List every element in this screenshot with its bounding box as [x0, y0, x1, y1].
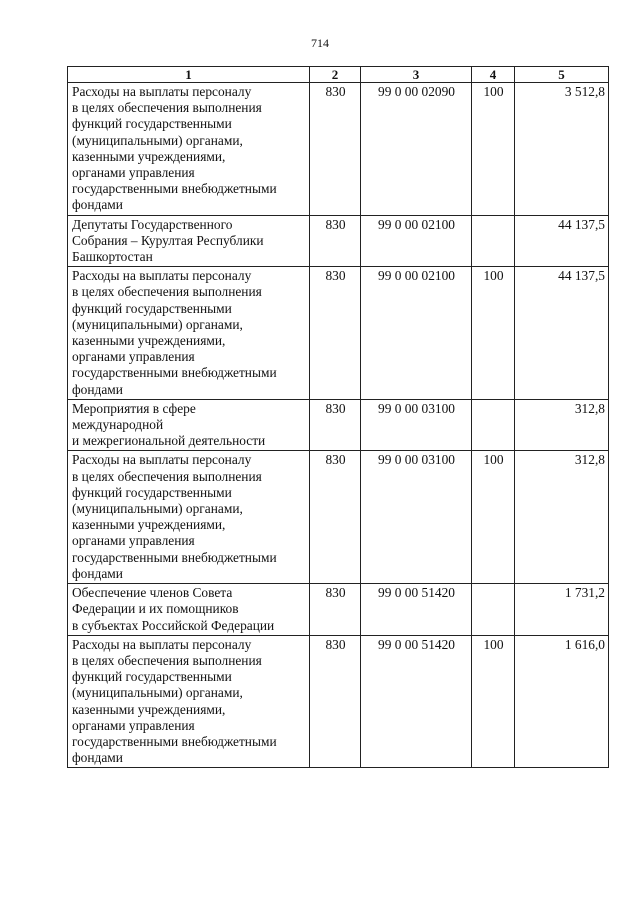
expense-type-cell: 100 — [472, 83, 515, 216]
row-name-line: казенными учреждениями, — [72, 517, 226, 533]
row-name-cell — [68, 399, 310, 451]
row-name-line: органами управления — [72, 165, 195, 181]
row-name-line: фондами — [72, 750, 123, 766]
row-name-line: функций государственными — [72, 484, 232, 500]
ministry-code-cell: 830 — [310, 584, 361, 636]
amount-cell: 44 137,5 — [515, 267, 609, 400]
table-row — [68, 267, 609, 400]
row-name-line: функций государственными — [72, 300, 232, 316]
row-name-line: государственными внебюджетными — [72, 733, 277, 749]
row-name-line: Расходы на выплаты персоналу — [72, 84, 252, 99]
row-name-line: в целях обеспечения выполнения — [72, 468, 262, 484]
page-number: 714 — [311, 36, 329, 50]
row-name-line: органами управления — [72, 533, 195, 549]
ministry-code-cell: 830 — [310, 215, 361, 267]
header-col-1: 1 — [68, 67, 310, 83]
header-col-3: 3 — [361, 67, 472, 83]
row-name-line: Депутаты Государственного — [72, 216, 233, 232]
header-col-4: 4 — [472, 67, 515, 83]
row-name-line: казенными учреждениями, — [72, 701, 226, 717]
row-name-line: и межрегиональной деятельности — [72, 433, 266, 449]
row-name-cell — [68, 215, 310, 267]
table-header-row — [68, 67, 609, 83]
table-row — [68, 451, 609, 584]
target-code-cell: 99 0 00 02100 — [361, 215, 472, 267]
target-code-cell: 99 0 00 03100 — [361, 399, 472, 451]
table-row — [68, 215, 609, 267]
expense-type-cell: 100 — [472, 635, 515, 768]
amount-cell: 44 137,5 — [515, 215, 609, 267]
row-name-cell — [68, 267, 310, 400]
amount-cell: 3 512,8 — [515, 83, 609, 216]
table-row — [68, 399, 609, 451]
row-name-cell — [68, 584, 310, 636]
row-name-line: в целях обеспечения выполнения — [72, 284, 262, 300]
expense-type-cell: 100 — [472, 451, 515, 584]
row-name-line: государственными внебюджетными — [72, 365, 277, 381]
table-body — [68, 83, 609, 768]
row-name-line: органами управления — [72, 349, 195, 365]
table-row — [68, 584, 609, 636]
ministry-code-cell: 830 — [310, 635, 361, 768]
row-name-line: органами управления — [72, 717, 195, 733]
table-row — [68, 83, 609, 216]
row-name-line: казенными учреждениями, — [72, 148, 226, 164]
target-code-cell: 99 0 00 02100 — [361, 267, 472, 400]
row-name-line: Собрания – Курултая Республики — [72, 232, 264, 248]
row-name-line: Расходы на выплаты персоналу — [72, 268, 252, 284]
target-code-cell: 99 0 00 51420 — [361, 635, 472, 768]
target-code-cell: 99 0 00 03100 — [361, 451, 472, 584]
row-name-line: функций государственными — [72, 116, 232, 132]
budget-table — [67, 66, 609, 768]
row-name-line: Расходы на выплаты персоналу — [72, 636, 252, 652]
row-name-line: фондами — [72, 197, 123, 213]
header-col-2: 2 — [310, 67, 361, 83]
row-name-line: фондами — [72, 565, 123, 581]
row-name-line: Федерации и их помощников — [72, 601, 239, 617]
row-name-line: в целях обеспечения выполнения — [72, 652, 262, 668]
row-name-line: функций государственными — [72, 669, 232, 685]
table-row — [68, 635, 609, 768]
row-name-line: Башкортостан — [72, 249, 153, 265]
amount-cell: 1 616,0 — [515, 635, 609, 768]
expense-type-cell — [472, 399, 515, 451]
header-col-5: 5 — [515, 67, 609, 83]
row-name-line: Мероприятия в сфере — [72, 400, 196, 416]
row-name-line: в целях обеспечения выполнения — [72, 100, 262, 116]
row-name-cell — [68, 635, 310, 768]
ministry-code-cell: 830 — [310, 451, 361, 584]
row-name-line: Обеспечение членов Совета — [72, 585, 233, 601]
amount-cell: 312,8 — [515, 399, 609, 451]
expense-type-cell — [472, 215, 515, 267]
ministry-code-cell: 830 — [310, 83, 361, 216]
row-name-line: международной — [72, 417, 164, 433]
amount-cell: 312,8 — [515, 451, 609, 584]
amount-cell: 1 731,2 — [515, 584, 609, 636]
row-name-cell — [68, 451, 310, 584]
ministry-code-cell: 830 — [310, 399, 361, 451]
row-name-line: (муниципальными) органами, — [72, 685, 243, 701]
ministry-code-cell: 830 — [310, 267, 361, 400]
row-name-line: государственными внебюджетными — [72, 549, 277, 565]
target-code-cell: 99 0 00 51420 — [361, 584, 472, 636]
row-name-line: (муниципальными) органами, — [72, 132, 243, 148]
row-name-line: государственными внебюджетными — [72, 181, 277, 197]
row-name-line: (муниципальными) органами, — [72, 501, 243, 517]
row-name-line: (муниципальными) органами, — [72, 316, 243, 332]
expense-type-cell — [472, 584, 515, 636]
row-name-line: Расходы на выплаты персоналу — [72, 452, 252, 468]
expense-type-cell: 100 — [472, 267, 515, 400]
row-name-line: в субъектах Российской Федерации — [72, 617, 275, 633]
target-code-cell: 99 0 00 02090 — [361, 83, 472, 216]
row-name-line: фондами — [72, 381, 123, 397]
row-name-cell — [68, 83, 310, 216]
row-name-line: казенными учреждениями, — [72, 333, 226, 349]
